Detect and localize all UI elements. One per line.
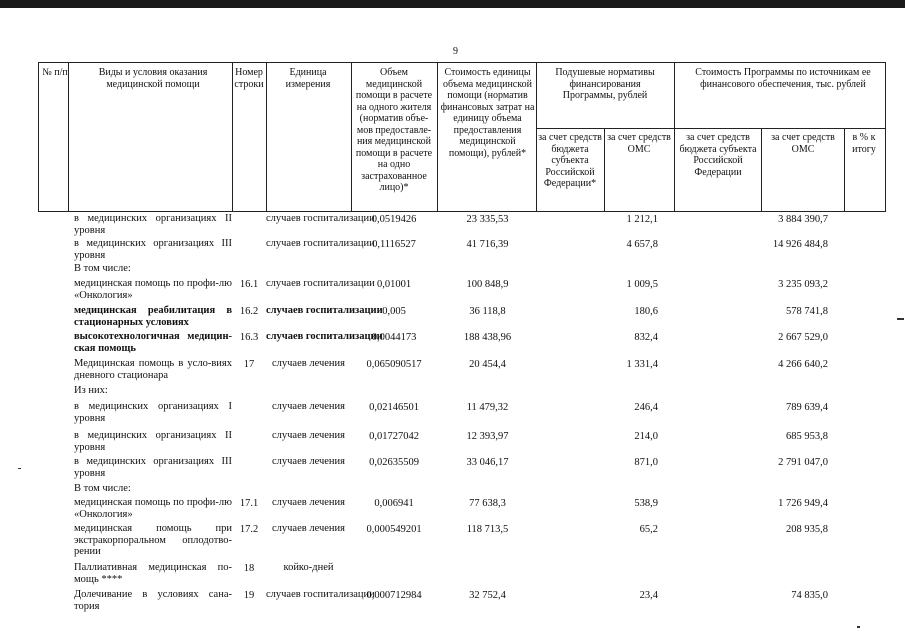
row-text: Долечивание в условиях сана-тория bbox=[74, 589, 232, 612]
row-cost: 33 046,17 bbox=[466, 457, 509, 468]
row-volume: 0,01001 bbox=[376, 279, 412, 290]
row-cost: 100 848,9 bbox=[466, 279, 509, 290]
header-cost: Стоимость единицы объема медицинской помощи (норматив финансовых затрат на единицу объема предоставления медицинской помощи), рублей* bbox=[440, 67, 535, 159]
row-cost: 32 752,4 bbox=[469, 590, 506, 601]
row-oms-norm: 246,4 bbox=[634, 402, 658, 413]
row-cost: 20 454,4 bbox=[469, 359, 506, 370]
header-norm-oms: за счет средств ОМС bbox=[607, 132, 671, 155]
row-text: медицинская помощь при экстракорпоральном оплодотво-рении bbox=[74, 523, 232, 557]
row-text: в медицинских организациях II уровня bbox=[74, 430, 232, 453]
row-oms-norm: 1 212,1 bbox=[626, 214, 658, 225]
row-oms-total: 3 235 093,2 bbox=[778, 279, 828, 290]
row-unit: случаев лечения bbox=[272, 430, 345, 441]
row-oms-total: 3 884 390,7 bbox=[778, 214, 828, 225]
row-oms-total: 14 926 484,8 bbox=[772, 239, 828, 250]
row-cost: 36 118,8 bbox=[469, 306, 506, 317]
row-oms-norm: 871,0 bbox=[634, 457, 658, 468]
row-volume: 0,02635509 bbox=[369, 457, 419, 468]
row-number: 16.2 bbox=[239, 306, 259, 317]
header-prog: Стоимость Программы по источникам ее финансового обеспечения, тыс. рублей bbox=[695, 67, 871, 90]
row-text: в медицинских организациях III уровня bbox=[74, 238, 232, 261]
row-oms-total: 208 935,8 bbox=[786, 524, 828, 535]
row-text: В том числе: bbox=[74, 483, 131, 494]
row-text: Паллиативная медицинская по-мощь **** bbox=[74, 562, 232, 585]
row-oms-norm: 1 331,4 bbox=[626, 359, 658, 370]
row-cost: 41 716,39 bbox=[466, 239, 509, 250]
row-oms-total: 2 667 529,0 bbox=[778, 332, 828, 343]
row-volume: 0,0519426 bbox=[371, 214, 417, 225]
row-cost: 23 335,53 bbox=[466, 214, 509, 225]
row-text: высокотехнологичная медицин-ская помощь bbox=[74, 331, 232, 354]
row-number: 18 bbox=[243, 563, 255, 574]
row-cost: 11 479,32 bbox=[466, 402, 509, 413]
row-volume: 0,000549201 bbox=[366, 524, 422, 535]
row-oms-total: 578 741,8 bbox=[786, 306, 828, 317]
row-oms-total: 74 835,0 bbox=[791, 590, 828, 601]
header-prog-pct: в % к итогу bbox=[852, 132, 876, 155]
row-text: В том числе: bbox=[74, 263, 131, 274]
row-cost: 118 713,5 bbox=[466, 524, 509, 535]
row-volume: 0,065090517 bbox=[366, 359, 422, 370]
header-unit: Единица измерения bbox=[285, 67, 331, 90]
row-text: в медицинских организациях I уровня bbox=[74, 401, 232, 424]
row-number: 17.1 bbox=[239, 498, 259, 509]
row-volume: 0,1116527 bbox=[372, 239, 416, 250]
row-cost: 77 638,3 bbox=[469, 498, 506, 509]
header-kind: Виды и условия оказания медицинской помощи bbox=[98, 67, 208, 90]
row-unit: случаев лечения bbox=[272, 497, 345, 508]
row-oms-norm: 4 657,8 bbox=[626, 239, 658, 250]
row-cost: 12 393,97 bbox=[466, 431, 509, 442]
header-num: № п/п bbox=[42, 67, 68, 78]
row-oms-total: 789 639,4 bbox=[786, 402, 828, 413]
row-text: Из них: bbox=[74, 385, 108, 396]
row-volume: 0,01727042 bbox=[369, 431, 419, 442]
row-text: в медицинских организациях II уровня bbox=[74, 213, 232, 236]
row-oms-total: 2 791 047,0 bbox=[778, 457, 828, 468]
row-text: медицинская помощь по профи-лю «Онкология» bbox=[74, 278, 232, 301]
row-unit: случаев госпитализации bbox=[266, 305, 383, 316]
header-norm: Подушевые нормативы финансирования Программы, рублей bbox=[555, 67, 655, 101]
row-unit: случаев госпитализации bbox=[266, 278, 375, 289]
row-unit: случаев госпитализации bbox=[266, 331, 383, 342]
row-unit: случаев госпитализации bbox=[266, 238, 375, 249]
row-number: 17 bbox=[243, 359, 255, 370]
row-oms-norm: 23,4 bbox=[639, 590, 658, 601]
row-unit: случаев лечения bbox=[272, 523, 345, 534]
scan-mark bbox=[857, 626, 860, 628]
row-volume: 0,02146501 bbox=[369, 402, 419, 413]
row-oms-norm: 65,2 bbox=[639, 524, 658, 535]
row-cost: 188 438,96 bbox=[463, 332, 512, 343]
row-number: 17.2 bbox=[239, 524, 259, 535]
header-norm-budget: за счет средств бюджета субъекта Российской Федерации* bbox=[538, 132, 602, 189]
row-oms-total: 685 953,8 bbox=[786, 431, 828, 442]
row-oms-norm: 214,0 bbox=[634, 431, 658, 442]
row-oms-norm: 1 009,5 bbox=[626, 279, 658, 290]
row-unit: случаев лечения bbox=[272, 358, 345, 369]
header-prog-budget: за счет средств бюджета субъекта Российской Федерации bbox=[679, 132, 757, 178]
row-text: медицинская реабилитация в стационарных условиях bbox=[74, 305, 232, 328]
row-text: в медицинских организациях III уровня bbox=[74, 456, 232, 479]
row-unit: случаев госпитализации bbox=[266, 589, 375, 600]
header-volume: Объем медицинской помощи в расчете на одного жителя (норматив объе-мов предоставле-ния медицинской помощи в расчете на одно застрахованное лицо)* bbox=[355, 67, 433, 193]
row-number: 19 bbox=[243, 590, 255, 601]
row-text: медицинская помощь по профи-лю «Онкология» bbox=[74, 497, 232, 520]
scan-top-edge bbox=[0, 0, 905, 8]
scan-mark bbox=[18, 468, 21, 469]
row-volume: 0,0044173 bbox=[371, 332, 417, 343]
row-volume: 0,005 bbox=[382, 306, 406, 317]
row-text: Медицинская помощь в усло-виях дневного стационара bbox=[74, 358, 232, 381]
row-oms-total: 1 726 949,4 bbox=[778, 498, 828, 509]
row-unit: случаев госпитализации bbox=[266, 213, 375, 224]
row-oms-norm: 180,6 bbox=[634, 306, 658, 317]
page-number: 9 bbox=[453, 46, 458, 57]
scan-mark bbox=[897, 318, 904, 320]
row-unit: случаев лечения bbox=[272, 456, 345, 467]
row-number: 16.3 bbox=[239, 332, 259, 343]
row-oms-norm: 832,4 bbox=[634, 332, 658, 343]
row-volume: 0,000712984 bbox=[366, 590, 422, 601]
row-volume: 0,006941 bbox=[374, 498, 414, 509]
row-oms-norm: 538,9 bbox=[634, 498, 658, 509]
header-row: Номер строки bbox=[234, 67, 264, 90]
row-unit: койко-дней bbox=[283, 562, 334, 573]
header-prog-oms: за счет средств ОМС bbox=[771, 132, 835, 155]
row-number: 16.1 bbox=[239, 279, 259, 290]
row-oms-total: 4 266 640,2 bbox=[778, 359, 828, 370]
row-unit: случаев лечения bbox=[272, 401, 345, 412]
